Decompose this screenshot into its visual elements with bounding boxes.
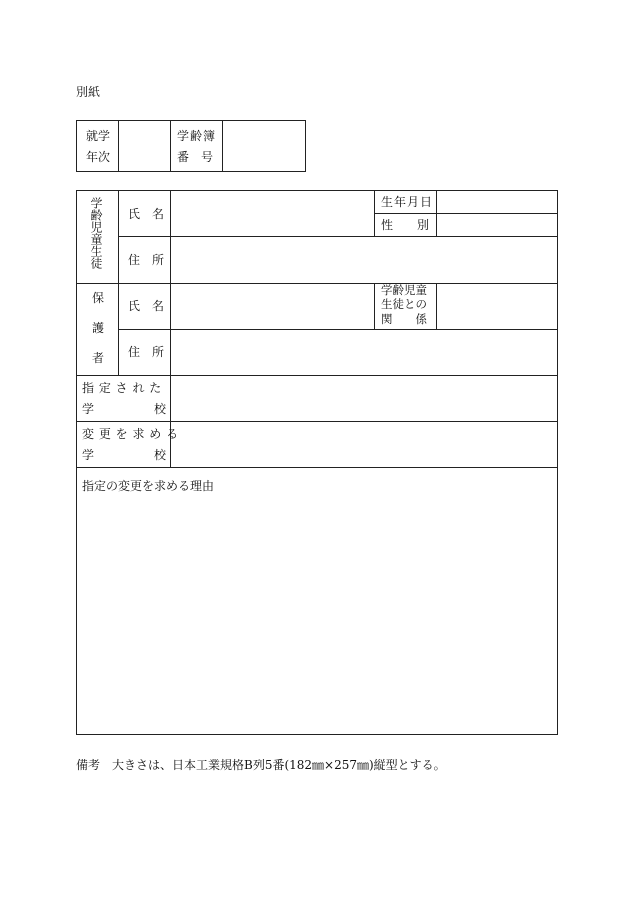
- designated-school-label-a: 学: [82, 402, 95, 416]
- grade-label-line2: 年次: [86, 150, 111, 164]
- requested-school-label-b: 校: [154, 448, 167, 462]
- guardian-label-3: 者: [92, 351, 105, 365]
- register-label-line1: 学齢簿: [177, 129, 217, 143]
- guardian-name-label: 氏 名: [128, 299, 165, 313]
- footnote-text: 備考 大きさは、日本工業規格B列5番(182㎜×257㎜)縦型とする。: [76, 758, 446, 772]
- sex-label: 性 別: [381, 218, 430, 232]
- register-label-line2: 番 号: [177, 150, 214, 164]
- requested-school-field[interactable]: [171, 422, 557, 467]
- designated-school-field[interactable]: [171, 376, 557, 421]
- grade-field[interactable]: [119, 121, 169, 171]
- guardian-label-2: 護: [92, 321, 105, 335]
- guardian-address-label: 住 所: [128, 345, 165, 359]
- relation-label-line3: 関 係: [381, 312, 427, 326]
- requested-school-label-a: 学: [82, 448, 95, 462]
- grade-label-line1: 就学: [86, 129, 111, 143]
- designated-school-label-line1: 指 定 さ れ た: [82, 381, 162, 395]
- birth-date-field[interactable]: [437, 191, 557, 213]
- change-reason-field[interactable]: [77, 498, 557, 734]
- sex-field[interactable]: [437, 214, 557, 236]
- change-reason-label: 指定の変更を求める理由: [82, 479, 215, 493]
- attachment-label: 別紙: [76, 85, 101, 99]
- birth-date-label: 生年月日: [381, 195, 434, 209]
- relation-field[interactable]: [437, 284, 557, 329]
- guardian-label-1: 保: [92, 291, 105, 305]
- student-name-label: 氏 名: [128, 207, 165, 221]
- guardian-name-field[interactable]: [171, 284, 373, 329]
- relation-label-line1: 学齢児童: [381, 283, 427, 297]
- student-name-field[interactable]: [171, 191, 373, 236]
- guardian-address-field[interactable]: [171, 330, 557, 375]
- designated-school-label-b: 校: [154, 402, 167, 416]
- student-section-label: 学齢児童生徒: [89, 197, 103, 269]
- student-address-field[interactable]: [171, 237, 557, 283]
- requested-school-label-line1: 変 更 を 求 め る: [82, 427, 179, 441]
- student-address-label: 住 所: [128, 253, 165, 267]
- register-number-field[interactable]: [223, 121, 305, 171]
- relation-label-line2: 生徒との: [381, 297, 427, 311]
